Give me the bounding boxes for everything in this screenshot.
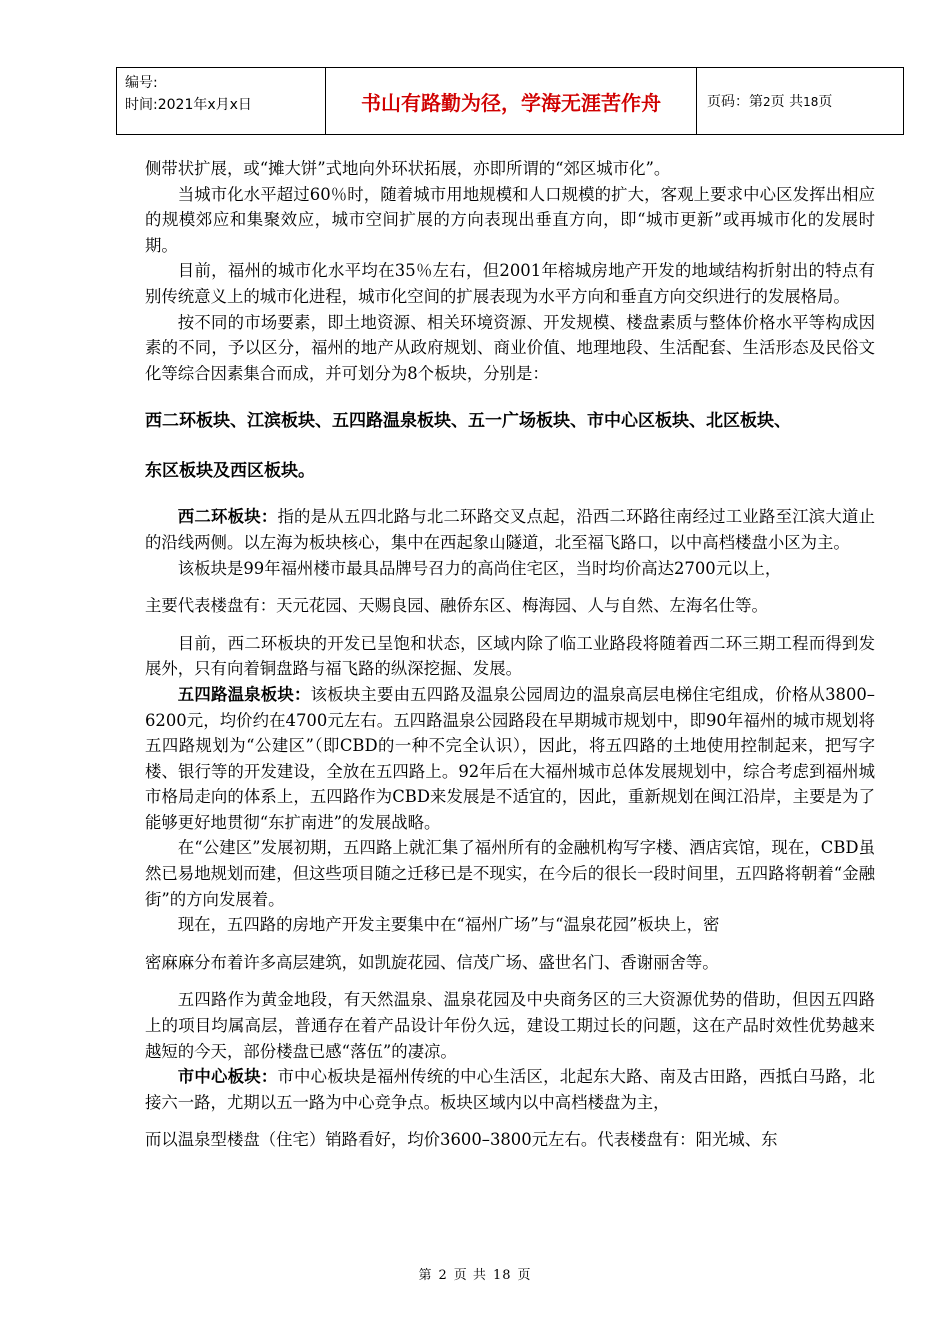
paragraph-10b-list: 凯旋花园、信茂广场、盛世名门、香谢丽舍 [374,952,686,972]
footer-prefix: 第 [418,1268,433,1283]
document-body [145,156,875,1153]
paragraph-6b-suffix: 等。 [735,596,768,616]
paragraph-wusi [145,682,875,836]
paragraph-6b-prefix: 主要代表楼盘有： [145,596,277,616]
paragraph-center [145,1064,875,1115]
header-page-cell [697,68,904,135]
paragraph-west-ring [145,504,875,555]
header-motto: 书山有路勤为径，学海无涯苦作舟 [326,68,697,135]
paragraph-12b [145,1127,875,1153]
header-table [116,67,904,135]
paragraph-6b-list: 天元花园、天赐良园、融侨东区、梅海园、人与自然、左海名仕 [276,596,736,616]
district-list-line-1: 西二环板块、江滨板块、五四路温泉板块、五一广场板块、市中心区板块、北区板块、 [145,411,791,432]
paragraph-center-text: 市中心板块是福州传统的中心生活区，北起东大路、南及古田路，西抵白马路，北接六一路，尤期以五一路为中心竞争点。板块区域内以中高档楼盘为主， [145,1067,876,1112]
paragraph-10b [145,950,875,976]
number-label: 编号: [125,75,158,91]
footer-page: 2 [438,1268,448,1283]
page-prefix: 页码：第 [707,94,763,110]
page-footer [0,1264,950,1283]
footer-mid: 页 共 [453,1268,487,1283]
paragraph-6b [145,593,875,619]
paragraph-9: 在“公建区”发展初期，五四路上就汇集了福州所有的金融机构写字楼、酒店宾馆，现在，CBD虽然已易地规划而建，但这些项目随之迁移已是不现实，在今后的很长一段时间里，五四路将朝着“金融街”的方向发展着。 [145,838,875,909]
section-title-west-ring: 西二环板块： [177,507,278,527]
section-title-center: 市中心板块： [177,1067,278,1087]
paragraph-12b-prefix: 而以温泉型楼盘（住宅）销路看好，均价3600–3800元左右。代表楼盘有： [145,1130,696,1150]
page-total: 18 [803,95,819,109]
footer-total: 18 [492,1268,512,1283]
paragraph-3: 目前，福州的城市化水平均在35％左右，但2001年榕城房地产开发的地域结构折射出的特点有别传统意义上的城市化进程，城市化空间的扩展表现为水平方向和垂直方向交织进行的发展格局。 [145,261,875,306]
paragraph-wusi-text: 该板块主要由五四路及温泉公园周边的温泉高层电梯住宅组成，价格从3800–6200元，均价约在4700元左右。五四路温泉公园路段在早期城市规划中，即90年福州的城市规划将五四路规划为“公建区”（即CBD的一种不完全认识），因此，将五四路的土地使用控制起来，把写字楼、银行等的开发建设，全放在五四路上。92年后在大福州城市总体发展规划中，综合考虑到福州城市格局走向的体系上，五四路作为CBD来发展是不适宜的，因此，重新规划在闽江沿岸，主要是为了能够更好地贯彻“东扩南进”的发展战略。 [145,684,875,832]
district-list [145,396,875,496]
paragraph-10b-suffix: 等。 [685,952,719,972]
paragraph-7: 目前，西二环板块的开发已呈饱和状态，区域内除了临工业路段将随着西二环三期工程而得到发展外，只有向着铜盘路与福飞路的纵深挖掘、发展。 [145,633,875,679]
footer-suffix: 页 [517,1268,532,1283]
page-number: 2 [763,95,771,109]
district-list-line-2: 东区板块及西区板块。 [145,461,315,482]
paragraph-11: 五四路作为黄金地段，有天然温泉、温泉花园及中央商务区的三大资源优势的借助，但因五四路上的项目均属高层，普通存在着产品设计年份久远，建设工期过长的问题，这在产品时效性优势越来越短的今天，部份楼盘已感“落伍”的凄凉。 [145,990,875,1061]
paragraph-6: 该板块是99年福州楼市最具品牌号召力的高尚住宅区，当时均价高达2700元以上， [177,558,782,578]
paragraph-10: 现在，五四路的房地产开发主要集中在“福州广场”与“温泉花园”板块上，密 [177,915,720,935]
time-label: 时间:2021年x月x日 [125,97,252,113]
paragraph-4: 按不同的市场要素，即土地资源、相关环境资源、开发规模、楼盘素质与整体价格水平等构成因素的不同，予以区分，福州的地产从政府规划、商业价值、地理地段、生活配套、生活形态及民俗文化等综合因素集合而成，并可划分为8个板块，分别是： [145,312,875,383]
paragraph-2: 当城市化水平超过60％时，随着城市用地规模和人口规模的扩大，客观上要求中心区发挥出相应的规模郊应和集聚效应，城市空间扩展的方向表现出垂直方向，即“城市更新”或再城市化的发展时期。 [145,184,875,255]
section-title-wusi: 五四路温泉板块： [177,684,311,704]
paragraph-12b-list: 阳光城、东 [695,1130,778,1150]
paragraph-10b-prefix: 密麻麻分布着许多高层建筑，如 [145,952,375,972]
paragraph-1: 侧带状扩展，或“摊大饼”式地向外环状拓展，亦即所谓的“郊区城市化”。 [145,159,671,178]
page-suffix: 页 [818,94,833,110]
header-meta-cell [117,68,326,135]
page-mid: 页 共 [770,94,804,110]
paragraph-west-ring-text: 指的是从五四北路与北二环路交叉点起，沿西二环路往南经过工业路至江滨大道止的沿线两侧。以左海为板块核心，集中在西起象山隧道，北至福飞路口，以中高档楼盘小区为主。 [145,507,876,552]
